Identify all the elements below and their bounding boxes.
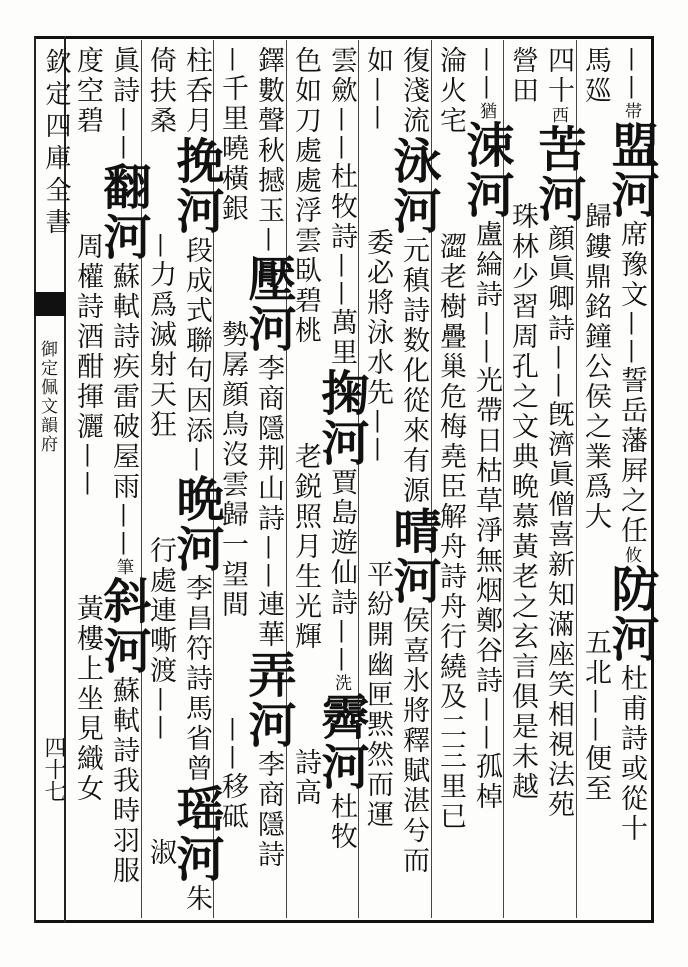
annotation-text: 度空碧 bbox=[72, 46, 103, 136]
frame-top-border bbox=[34, 36, 654, 39]
annotation-text: 杜甫詩或從十 bbox=[616, 664, 647, 844]
headword: 防河 bbox=[603, 564, 659, 664]
text-column bbox=[385, 46, 441, 914]
small-note: 西 bbox=[548, 106, 568, 124]
headword: 瑶河 bbox=[168, 784, 224, 884]
repeat-mark: | bbox=[474, 74, 499, 102]
repeat-mark: | bbox=[148, 714, 173, 742]
headword: 壓河 bbox=[240, 254, 296, 354]
repeat-mark: | bbox=[365, 104, 390, 132]
repeat-mark: | bbox=[329, 134, 354, 162]
annotation-text: 席豫文 bbox=[616, 220, 647, 310]
annotation-text: 李商隱荆山詩 bbox=[253, 354, 284, 534]
repeat-mark: | bbox=[474, 338, 499, 366]
annotation-text: 復淺流 bbox=[398, 46, 429, 136]
annotation-text: 淑 bbox=[145, 838, 176, 868]
annotation-text: 雲歛 bbox=[326, 46, 357, 106]
annotation-text: 李昌符詩馬省曾 bbox=[181, 574, 212, 784]
small-note: 猶 bbox=[476, 102, 496, 120]
repeat-mark: | bbox=[329, 252, 354, 280]
headword: 盟河 bbox=[603, 120, 659, 220]
repeat-mark: | bbox=[583, 688, 608, 716]
text-column bbox=[530, 46, 586, 914]
repeat-mark: | bbox=[365, 436, 390, 464]
annotation-text: 柱呑月 bbox=[181, 46, 212, 136]
repeat-mark: | bbox=[365, 408, 390, 436]
headword: 泳河 bbox=[385, 136, 441, 236]
repeat-mark: | bbox=[329, 618, 354, 646]
annotation-text: 蘇軾詩疾雷破屋雨 bbox=[108, 262, 139, 502]
repeat-mark: | bbox=[256, 562, 281, 590]
annotation-text: 淪火宅 bbox=[435, 46, 466, 136]
text-column bbox=[95, 46, 151, 914]
page-number: 四十七 bbox=[41, 736, 66, 802]
headword: 掬河 bbox=[313, 368, 369, 468]
repeat-mark: | bbox=[329, 106, 354, 134]
text-column bbox=[288, 46, 320, 914]
annotation-text: 蘇軾詩我時羽服 bbox=[108, 676, 139, 886]
repeat-mark: | bbox=[474, 46, 499, 74]
annotation-text: 移砥 bbox=[217, 772, 248, 832]
annotation-text: 朱 bbox=[181, 884, 212, 914]
repeat-mark: | bbox=[75, 442, 100, 470]
repeat-mark: | bbox=[148, 232, 173, 260]
headword: 涑河 bbox=[458, 120, 514, 220]
frame-left-outer-border bbox=[34, 36, 36, 923]
margin-book-title: 欽定四庫全書 bbox=[41, 48, 71, 240]
repeat-mark: | bbox=[256, 226, 281, 254]
repeat-mark: | bbox=[256, 534, 281, 562]
text-column bbox=[313, 46, 369, 914]
annotation-text: 段成式聯句因添 bbox=[181, 236, 212, 446]
repeat-mark: | bbox=[148, 686, 173, 714]
annotation-text: 黃樓上坐見織女 bbox=[72, 594, 103, 804]
repeat-mark: | bbox=[474, 696, 499, 724]
repeat-mark: | bbox=[474, 724, 499, 752]
annotation-text: 鐸數聲秋撼玉 bbox=[253, 46, 284, 226]
annotation-text: 營田 bbox=[507, 46, 538, 106]
annotation-text: 便至 bbox=[580, 744, 611, 804]
annotation-text: 委必將泳水先 bbox=[362, 228, 393, 408]
annotation-text: 杜牧詩 bbox=[326, 162, 357, 252]
repeat-mark: | bbox=[619, 46, 644, 74]
headword: 晩河 bbox=[168, 474, 224, 574]
repeat-mark: | bbox=[474, 310, 499, 338]
small-note: 洗 bbox=[331, 674, 351, 692]
repeat-mark: | bbox=[220, 716, 245, 744]
repeat-mark: | bbox=[365, 76, 390, 104]
annotation-text: 五北 bbox=[580, 628, 611, 688]
repeat-mark: | bbox=[619, 338, 644, 366]
annotation-text: 珠林少習周孔之文典晩慕黃老之玄言俱是未越 bbox=[507, 202, 538, 802]
small-note: 筆 bbox=[113, 558, 133, 576]
small-note: 帯 bbox=[621, 102, 641, 120]
small-note: 攸 bbox=[621, 546, 641, 564]
text-column bbox=[70, 46, 102, 914]
annotation-text: 千里曉橫銀 bbox=[217, 74, 248, 224]
repeat-mark: | bbox=[619, 74, 644, 102]
annotation-text: 歸鏤鼎銘鐘公侯之業爲大 bbox=[580, 202, 611, 532]
annotation-text: 色如刀處處浮雲臥碧桃 bbox=[290, 46, 321, 346]
repeat-mark: | bbox=[75, 470, 100, 498]
repeat-mark: | bbox=[619, 310, 644, 338]
text-column bbox=[168, 46, 224, 914]
annotation-text: 盧綸詩 bbox=[471, 220, 502, 310]
repeat-mark: | bbox=[111, 106, 136, 134]
headword: 霽河 bbox=[313, 692, 369, 792]
annotation-text: 行處連嘶渡 bbox=[145, 536, 176, 686]
repeat-mark: | bbox=[220, 744, 245, 772]
repeat-mark: | bbox=[220, 46, 245, 74]
annotation-text: 老鋭照月生光輝 bbox=[290, 442, 321, 652]
annotation-text: 光帶日枯草淨無烟鄭谷詩 bbox=[471, 366, 502, 696]
annotation-text: 周權詩酒酣揮灑 bbox=[72, 232, 103, 442]
text-column bbox=[240, 46, 296, 914]
repeat-mark: | bbox=[583, 716, 608, 744]
annotation-text: 澀老樹疊巢危梅堯臣解舟詩舟行繞及二三里已 bbox=[435, 232, 466, 832]
annotation-text: 賈島遊仙詩 bbox=[326, 468, 357, 618]
annotation-text: 杜牧 bbox=[326, 792, 357, 852]
fishtail-cut-mark bbox=[34, 314, 66, 334]
annotation-text: 顔眞卿詩 bbox=[543, 224, 574, 344]
repeat-mark: | bbox=[111, 530, 136, 558]
frame-bottom-border bbox=[34, 920, 654, 923]
margin-book-subtitle: 御定佩文韻府 bbox=[37, 340, 57, 454]
text-column bbox=[603, 46, 659, 914]
annotation-text: 力爲滅射天狂 bbox=[145, 260, 176, 440]
annotation-text: 旣濟眞僧喜新知滿座笑相視法苑 bbox=[543, 400, 574, 820]
headword: 晴河 bbox=[385, 506, 441, 606]
headword: 翻河 bbox=[95, 162, 151, 262]
annotation-text: 馬 bbox=[580, 46, 611, 76]
annotation-text: 誓岳藩屛之任 bbox=[616, 366, 647, 546]
headword: 斜河 bbox=[95, 576, 151, 676]
annotation-text: 勢孱顔鳥沒雲歸一望間 bbox=[217, 320, 248, 620]
annotation-text: 四十 bbox=[543, 46, 574, 106]
annotation-text: 如 bbox=[362, 46, 393, 76]
fishtail-mark bbox=[34, 292, 66, 314]
annotation-text: 連華 bbox=[253, 590, 284, 650]
annotation-text: 眞詩 bbox=[108, 46, 139, 106]
annotation-text: 孤棹 bbox=[471, 752, 502, 812]
annotation-text: 廵 bbox=[580, 76, 611, 106]
annotation-text: 萬里 bbox=[326, 308, 357, 368]
annotation-text: 平紛開幽匣黙然而運 bbox=[362, 560, 393, 830]
text-column bbox=[458, 46, 514, 914]
annotation-text: 李商隱詩 bbox=[253, 750, 284, 870]
column-rule bbox=[286, 40, 287, 918]
annotation-text: 詩高 bbox=[290, 748, 321, 808]
repeat-mark: | bbox=[546, 344, 571, 372]
headword: 苦河 bbox=[530, 124, 586, 224]
repeat-mark: | bbox=[111, 134, 136, 162]
annotation-text: 侯喜氷將釋賦湛兮而 bbox=[398, 606, 429, 876]
repeat-mark: | bbox=[546, 372, 571, 400]
headword: 弄河 bbox=[240, 650, 296, 750]
repeat-mark: | bbox=[111, 502, 136, 530]
headword: 挽河 bbox=[168, 136, 224, 236]
repeat-mark: | bbox=[184, 446, 209, 474]
annotation-text: 倚扶桑 bbox=[145, 46, 176, 136]
repeat-mark: | bbox=[329, 280, 354, 308]
repeat-mark: | bbox=[329, 646, 354, 674]
annotation-text: 元稹詩数化從來有源 bbox=[398, 236, 429, 506]
